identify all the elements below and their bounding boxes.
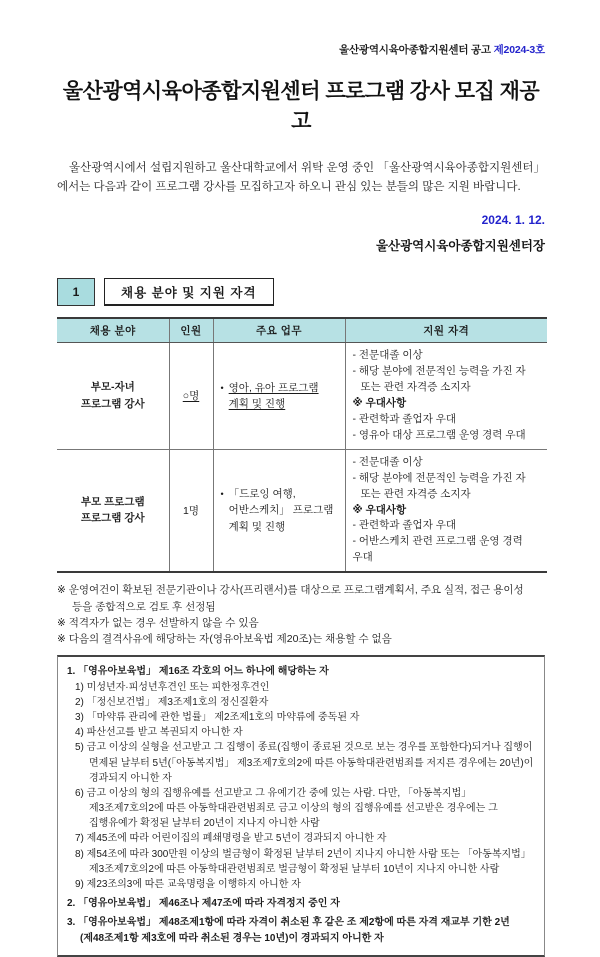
count-cell — [169, 342, 213, 449]
qual-line: 또는 관련 자격증 소지자 — [360, 487, 471, 500]
note-item: ※ 다음의 결격사유에 해당하는 자(영유아보육법 제20조)는 채용할 수 없음 — [57, 633, 392, 646]
legal-subitem: 1) 미성년자·피성년후견인 또는 피한정후견인 — [75, 681, 270, 693]
recruitment-table — [57, 317, 547, 573]
legal-subitem: 9) 제23조의3에 따른 교육명령을 이행하지 아니한 자 — [75, 879, 301, 891]
bullet-icon: • — [220, 489, 224, 500]
section-number-badge: 1 — [57, 278, 95, 306]
section-1-header — [57, 278, 545, 306]
table-header-row — [57, 318, 547, 343]
note-item: ※ 적격자가 없는 경우 선발하지 않을 수 있음 — [57, 616, 259, 629]
duty-text: 「드로잉 여행, 어반스케치」 프로그램 계획 및 진행 — [228, 488, 334, 533]
col-header-count: 인원 — [169, 318, 213, 343]
notice-org-label: 울산광역시육아종합지원센터 공고 — [339, 44, 491, 56]
qualification-cell — [345, 342, 547, 449]
legal-item: 2. 「영유아보육법」 제46조나 제47조에 따라 자격정지 중인 자 — [67, 898, 340, 910]
announcement-date: 2024. 1. 12. — [481, 212, 545, 227]
qual-line: - 전문대졸 이상 — [352, 348, 423, 361]
legal-item: 1. 「영유아보육법」 제16조 각호의 어느 하나에 해당하는 자 — [67, 666, 329, 678]
notice-number: 제2024-3호 — [493, 44, 545, 56]
duty-cell — [213, 449, 345, 572]
field-cell — [57, 449, 169, 572]
disqualification-box — [57, 655, 545, 956]
table-row — [57, 449, 547, 572]
intro-paragraph: 울산광역시에서 설립지원하고 울산대학교에서 위탁 운영 중인 「울산광역시육아종합지원센터」에서는 다음과 같이 프로그램 강사를 모집하고자 하오니 관심 있는 분들의 많은 지원 바랍니다. — [57, 162, 545, 193]
field-line: 프로그램 강사 — [80, 397, 145, 410]
duty-text: 영아, 유아 프로그램 계획 및 진행 — [228, 381, 319, 410]
qual-line: - 해당 분야에 전문적인 능력을 가진 자 — [352, 364, 526, 377]
bullet-icon: • — [220, 382, 224, 393]
page-title: 울산광역시육아종합지원센터 프로그램 강사 모집 재공고 — [62, 80, 540, 133]
field-line: 부모 프로그램 — [80, 495, 145, 508]
qualification-cell — [345, 449, 547, 572]
field-cell — [57, 342, 169, 449]
qual-line: - 영유아 대상 프로그램 운영 경력 우대 — [352, 428, 526, 441]
col-header-duty: 주요 업무 — [213, 318, 345, 343]
legal-subitem: 6) 금고 이상의 형의 집행유예를 선고받고 그 유예기간 중에 있는 사람. 다만, 「아동복지법」 제3조제7호의2에 따른 아동학대관련범죄로 금고 이상의 형의 집행유예를 선고받은 경우에는 그 집행유예가 확정된 날부터 20년이 지나지 아니한 사람 — [75, 787, 498, 830]
signer: 울산광역시육아종합지원센터장 — [375, 238, 545, 253]
qual-line: - 해당 분야에 전문적인 능력을 가진 자 — [352, 471, 526, 484]
legal-subitem: 2) 「정신보건법」 제3조제1호의 정신질환자 — [75, 696, 269, 708]
qual-line: - 전문대졸 이상 — [352, 455, 423, 468]
qual-line: - 관련학과 졸업자 우대 — [352, 412, 457, 425]
legal-subitem: 4) 파산선고를 받고 복권되지 아니한 자 — [75, 727, 243, 739]
section-title: 채용 분야 및 지원 자격 — [104, 278, 274, 306]
qual-line-preferred: ※ 우대사항 — [352, 503, 407, 516]
qual-line-preferred: ※ 우대사항 — [352, 396, 407, 409]
legal-subitem: 8) 제54조에 따라 300만원 이상의 벌금형이 확정된 날부터 2년이 지나지 아니한 사람 또는 「아동복지법」 제3조제7호의2에 따른 아동학대관련범죄로 벌금형이 확정된 날부터 10년이 지나지 아니한 사람 — [75, 848, 531, 875]
note-item: ※ 운영여건이 확보된 전문기관이나 강사(프리랜서)를 대상으로 프로그램계획서, 주요 실적, 접근 용이성 등을 종합적으로 검토 후 선정됨 — [57, 584, 524, 613]
legal-subitem: 5) 금고 이상의 실형을 선고받고 그 집행이 종료(집행이 종료된 것으로 보는 경우를 포함한다)되거나 집행이 면제된 날부터 5년(「아동복지법」 제3조제7호의2에 따른 아동학대관련범죄를 저지른 경우에는 20년)이 경과되지 아니한 자 — [75, 742, 534, 784]
count-value: 1명 — [183, 504, 199, 517]
duty-cell — [213, 342, 345, 449]
legal-item: 3. 「영유아보육법」 제48조제1항에 따라 자격이 취소된 후 같은 조 제2항에 따른 자격 재교부 기한 2년(제48조제1항 제3호에 따라 취소된 경우는 10년)이 경과되지 아니한 자 — [67, 917, 510, 944]
notice-line — [57, 42, 545, 57]
count-cell — [169, 449, 213, 572]
col-header-qualification: 지원 자격 — [345, 318, 547, 343]
count-value: ○명 — [182, 390, 200, 403]
field-line: 부모-자녀 — [90, 381, 135, 393]
legal-subitem: 7) 제45조에 따라 어린이집의 폐쇄명령을 받고 5년이 경과되지 아니한 자 — [75, 833, 387, 845]
col-header-field: 채용 분야 — [57, 318, 169, 343]
table-row — [57, 342, 547, 449]
legal-subitem: 3) 「마약류 관리에 관한 법률」 제2조제1호의 마약류에 중독된 자 — [75, 711, 360, 723]
qual-line: - 어반스케치 관련 프로그램 운영 경력 우대 — [352, 535, 523, 564]
notes-list — [57, 582, 545, 647]
qual-line: - 관련학과 졸업자 우대 — [352, 519, 457, 532]
field-line: 프로그램 강사 — [80, 512, 145, 525]
qual-line: 또는 관련 자격증 소지자 — [360, 380, 471, 393]
